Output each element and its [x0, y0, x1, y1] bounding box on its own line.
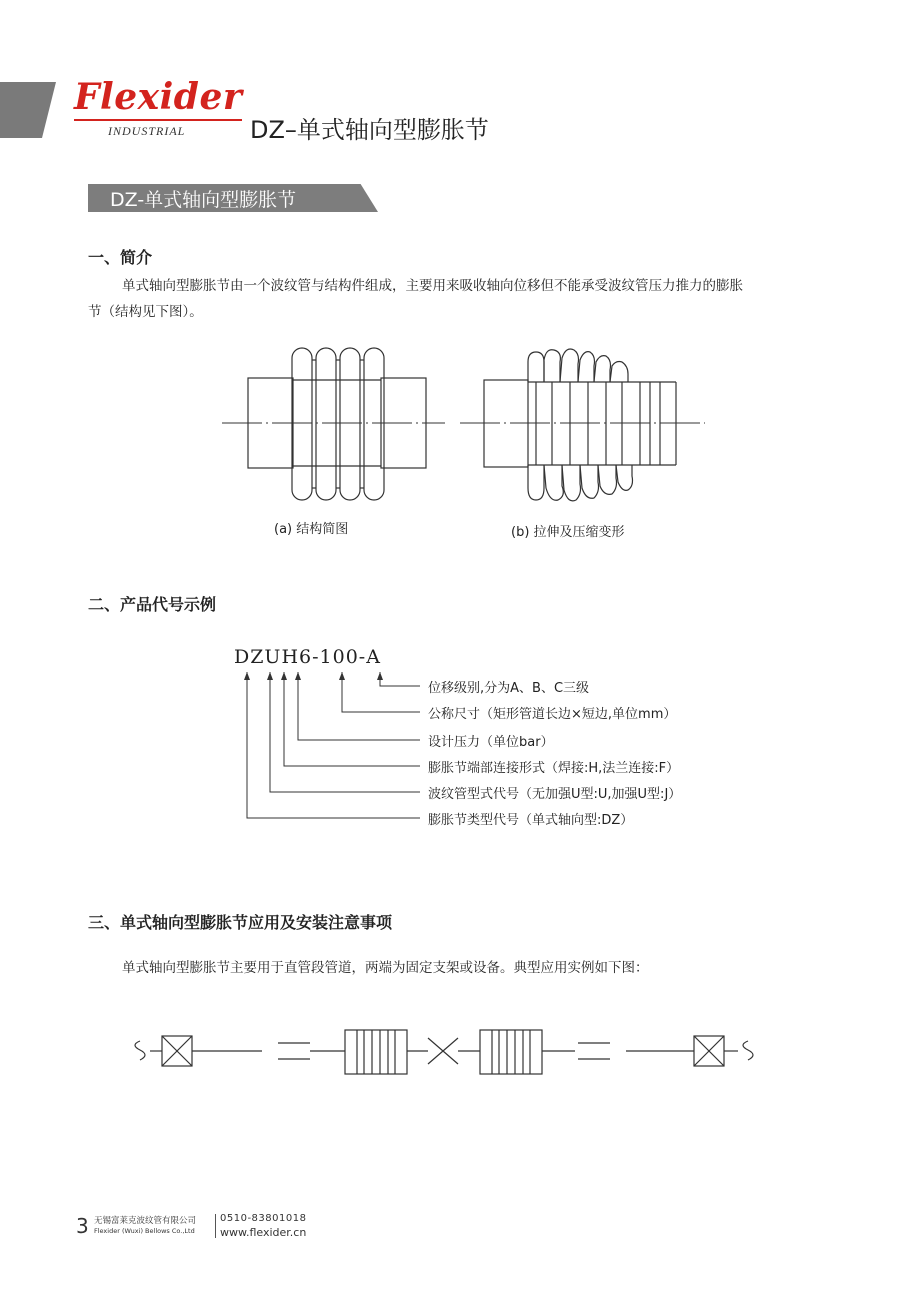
code-example: DZUH6-100-A — [234, 646, 381, 668]
code-leader-lines — [247, 672, 420, 818]
intro-heading: 一、简介 — [88, 248, 153, 267]
brand-logo-subtitle: INDUSTRIAL — [108, 124, 186, 138]
footer-phone: 0510-83801018 — [220, 1213, 307, 1224]
footer-company-cn: 无锡富莱克波纹管有限公司 — [94, 1216, 197, 1226]
diagram-a-structure — [222, 348, 445, 500]
application-paragraph: 单式轴向型膨胀节主要用于直管段管道，两端为固定支架或设备。典型应用实例如下图： — [122, 960, 649, 976]
intro-paragraph-line2: 节（结构见下图）。 — [88, 304, 203, 320]
legend-item: 膨胀节类型代号（单式轴向型:DZ） — [428, 813, 634, 828]
intro-paragraph-line1: 单式轴向型膨胀节由一个波纹管与结构件组成，主要用来吸收轴向位移但不能承受波纹管压力推力的膨胀 — [122, 278, 743, 294]
footer-website-link[interactable]: www.flexider.cn — [220, 1226, 307, 1239]
application-diagram — [135, 1030, 753, 1074]
legend-item: 公称尺寸（矩形管道长边×短边,单位mm） — [428, 707, 677, 722]
footer-divider — [215, 1214, 216, 1238]
diagram-b-deformation — [460, 349, 705, 501]
application-heading: 三、单式轴向型膨胀节应用及安装注意事项 — [88, 913, 393, 932]
caption-diagram-a: (a) 结构简图 — [274, 522, 349, 537]
legend-item: 位移级别,分为A、B、C三级 — [428, 681, 590, 696]
caption-diagram-b: (b) 拉伸及压缩变形 — [511, 525, 625, 540]
code-leader-arrows — [244, 672, 383, 680]
legend-item: 波纹管型式代号（无加强U型:U,加强U型:J） — [428, 787, 682, 802]
legend-item: 膨胀节端部连接形式（焊接:H,法兰连接:F） — [428, 761, 680, 776]
code-heading: 二、产品代号示例 — [88, 595, 217, 614]
legend-item: 设计压力（单位bar） — [428, 735, 554, 750]
section-band-label: DZ-单式轴向型膨胀节 — [110, 189, 297, 211]
footer-company-en: Flexider (Wuxi) Bellows Co.,Ltd — [94, 1227, 195, 1235]
page-number: 3 — [76, 1214, 89, 1238]
page-title: DZ–单式轴向型膨胀节 — [250, 116, 489, 144]
brand-logo: Flexider — [74, 76, 243, 118]
